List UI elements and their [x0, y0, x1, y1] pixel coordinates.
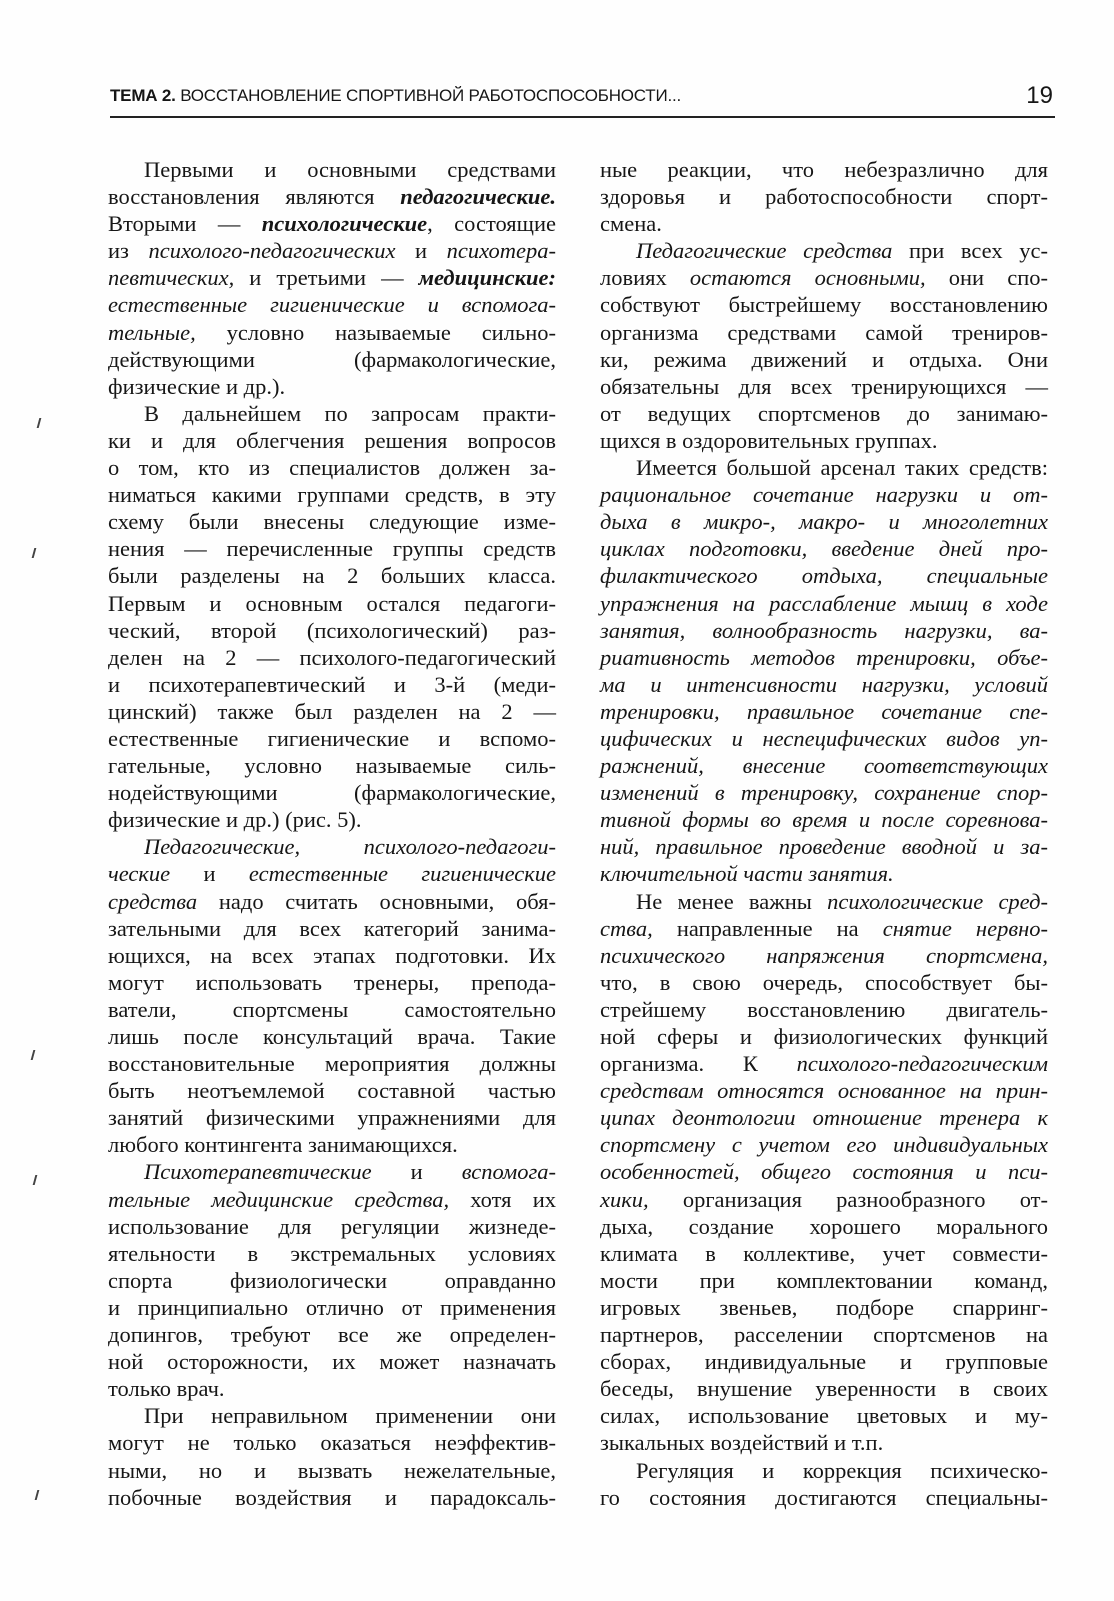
body-text: мости при комплектовании команд, — [600, 1267, 1048, 1293]
body-text: ные реакции, что небезразлично для — [600, 157, 1048, 182]
text-line — [600, 1050, 1048, 1077]
body-text: при всех ус- — [892, 238, 1048, 264]
text-line — [600, 400, 1048, 427]
body-text: здоровья и работоспособности спорт- — [600, 184, 1048, 210]
body-text: и психотерапевтический и 3-й (меди- — [108, 671, 556, 697]
text-line — [108, 1050, 556, 1077]
body-text: В дальнейшем по запросам практи- — [144, 400, 556, 426]
emphasis-text: тренировки, правильное сочетание спе- — [600, 698, 1048, 724]
emphasis-text: цифических и неспецифических видов уп- — [600, 725, 1048, 751]
text-line — [108, 725, 556, 752]
body-text: ниматься какими группами средств, в эту — [108, 482, 556, 508]
emphasis-text: естественные гигиенические и вспомога- — [108, 292, 556, 318]
body-text: лишь после консультаций врача. Такие — [108, 1024, 556, 1049]
text-line — [600, 1213, 1048, 1240]
text-line — [600, 860, 1048, 887]
body-text: ятельности в экстремальных условиях — [108, 1240, 556, 1266]
body-text: ческий, второй (психологический) раз- — [108, 617, 556, 643]
body-text: использование для регуляции жизнеде- — [108, 1213, 556, 1239]
emphasis-text: певтических, — [108, 265, 235, 291]
body-text: допингов, требуют все же определен- — [108, 1322, 556, 1348]
emphasis-text: дыха в микро-, макро- и многолетних — [600, 509, 1048, 535]
emphasis-text: ражнений, внесение соответствующих — [600, 753, 1048, 779]
text-line — [600, 915, 1048, 942]
text-line — [600, 617, 1048, 644]
body-text: о том, кто из специалистов должен за- — [108, 455, 556, 481]
emphasis-text: изменений в тренировку, сохранение спор- — [600, 780, 1048, 806]
body-text: быть неотъемлемой составной частью — [108, 1078, 556, 1104]
text-line — [600, 752, 1048, 779]
text-line — [600, 508, 1048, 535]
text-line — [600, 319, 1048, 346]
body-text: зательными для всех категорий занима- — [108, 915, 556, 941]
text-line — [108, 1402, 556, 1429]
text-line — [600, 1429, 1048, 1456]
emphasis-text: тивной формы во время и после соревнова- — [600, 807, 1048, 833]
text-line — [108, 833, 556, 860]
emphasis-text: снятие нервно- — [882, 915, 1048, 941]
text-line — [600, 725, 1048, 752]
emphasis-text: занятия, волнообразность нагрузки, ва- — [600, 617, 1048, 643]
text-line — [108, 454, 556, 481]
text-line — [600, 1348, 1048, 1375]
body-text: Вторыми — — [108, 211, 262, 237]
body-text: и третьими — — [234, 265, 419, 291]
running-title-text: ВОССТАНОВЛЕНИЕ СПОРТИВНОЙ РАБОТОСПОСОБНОСТИ... — [175, 86, 682, 105]
body-text: что, в свою очередь, способствует бы- — [600, 969, 1048, 995]
emphasis-text: психолого-педагогических — [148, 238, 396, 264]
text-column-left — [108, 156, 556, 1511]
text-line — [600, 291, 1048, 318]
body-text: восстановительные мероприятия должны — [108, 1051, 556, 1077]
header-rule — [110, 116, 1055, 118]
emphasis-text: хики, — [600, 1186, 649, 1212]
text-line — [600, 210, 1048, 237]
text-line — [108, 942, 556, 969]
text-line — [108, 806, 556, 833]
emphasis-text: рациональное сочетание нагрузки и от- — [600, 482, 1048, 508]
text-line — [108, 779, 556, 806]
text-line — [108, 860, 556, 887]
text-line — [600, 779, 1048, 806]
text-line — [600, 1023, 1048, 1050]
emphasis-text: тельные медицинские средства, — [108, 1186, 450, 1212]
emphasis-text: Педагогические, психолого-педагоги- — [144, 834, 556, 860]
text-line — [108, 183, 556, 210]
text-line — [600, 888, 1048, 915]
body-text: Первыми и основными средствами — [144, 157, 556, 182]
body-text: организма средствами самой трениров- — [600, 319, 1048, 345]
body-text: ватели, спортсмены самостоятельно — [108, 996, 556, 1022]
text-line — [600, 1158, 1048, 1185]
body-text: стрейшему восстановлению двигатель- — [600, 996, 1048, 1022]
body-text: спорта физиологически оправданно — [108, 1267, 556, 1293]
text-line — [108, 1023, 556, 1050]
text-line — [600, 1267, 1048, 1294]
body-text: нодействующими (фармакологические, — [108, 780, 556, 806]
text-line — [108, 1348, 556, 1375]
emphasis-text: ма и интенсивности нагрузки, условий — [600, 671, 1048, 697]
text-line — [600, 1131, 1048, 1158]
body-text: сборах, индивидуальные и групповые — [600, 1349, 1048, 1375]
text-line — [600, 481, 1048, 508]
emphasis-text: средствам относятся основанное на прин- — [600, 1078, 1048, 1104]
body-text: Первым и основным остался педагоги- — [108, 590, 556, 616]
emphasis-text: Педагогические средства — [636, 238, 893, 264]
emphasis-text: особенностей, общего состояния и пси- — [600, 1159, 1048, 1185]
text-line — [108, 915, 556, 942]
emphasis-text: психологические — [261, 211, 428, 237]
text-line — [108, 1294, 556, 1321]
text-line — [108, 698, 556, 725]
text-line — [108, 1104, 556, 1131]
text-line — [108, 644, 556, 671]
body-text: любого контингента занимающихся. — [108, 1132, 458, 1158]
text-line — [600, 427, 1048, 454]
emphasis-text: ческие — [108, 861, 171, 887]
body-text: ной сферы и физиологических функций — [600, 1024, 1048, 1049]
emphasis-text: остаются основными, — [689, 265, 926, 291]
body-text: зыкальных воздействий и т.п. — [600, 1430, 884, 1456]
text-line — [600, 698, 1048, 725]
body-text: , состоящие — [427, 211, 556, 237]
text-line — [600, 942, 1048, 969]
text-line — [108, 996, 556, 1023]
emphasis-text: упражнения на расслабление мышц в ходе — [600, 590, 1048, 616]
text-line — [600, 806, 1048, 833]
body-text: обязательны для всех тренирующихся — — [600, 373, 1048, 399]
text-line — [600, 1457, 1048, 1484]
body-text: смена. — [600, 211, 662, 237]
text-line — [600, 1104, 1048, 1131]
margin-mark — [33, 1175, 38, 1185]
text-line — [108, 1213, 556, 1240]
text-line — [600, 1484, 1048, 1511]
text-line — [600, 1186, 1048, 1213]
body-text: только врач. — [108, 1376, 225, 1402]
body-text: естественные гигиенические и вспомо- — [108, 725, 556, 751]
body-text: Регуляция и коррекция психическо- — [636, 1457, 1048, 1483]
text-line — [108, 1267, 556, 1294]
text-line — [108, 671, 556, 698]
text-line — [108, 1429, 556, 1456]
text-line — [600, 1402, 1048, 1429]
body-text: ными, но и вызвать нежелательные, — [108, 1457, 556, 1483]
body-text: организма. К — [600, 1051, 797, 1077]
page-header — [110, 80, 1055, 116]
text-line — [108, 481, 556, 508]
text-line — [600, 237, 1048, 264]
emphasis-text: психотера- — [446, 238, 556, 264]
text-line — [108, 1321, 556, 1348]
text-line — [108, 562, 556, 589]
body-text: могут не только оказаться неэффектив- — [108, 1430, 556, 1456]
text-line — [600, 996, 1048, 1023]
text-line — [108, 1077, 556, 1104]
body-text: физические и др.). — [108, 373, 286, 399]
text-line — [108, 319, 556, 346]
text-line — [108, 427, 556, 454]
text-line — [108, 291, 556, 318]
body-text: и — [371, 1159, 462, 1185]
text-line — [108, 590, 556, 617]
text-line — [108, 373, 556, 400]
text-line — [108, 156, 556, 183]
body-text: гательные, условно называемые силь- — [108, 753, 556, 779]
body-text: и — [170, 861, 249, 887]
text-line — [108, 1375, 556, 1402]
body-text: и принципиально отлично от применения — [108, 1294, 556, 1320]
body-text: Имеется большой арсенал таких средств: — [636, 455, 1048, 481]
page-number: 19 — [1026, 82, 1053, 109]
body-text: нения — перечисленные группы средств — [108, 536, 556, 562]
emphasis-text: ства, — [600, 915, 653, 941]
body-text: и — [395, 238, 447, 264]
text-line — [108, 888, 556, 915]
text-line — [600, 346, 1048, 373]
text-line — [108, 264, 556, 291]
body-text: организация разнообразного от- — [648, 1186, 1048, 1212]
body-text: надо считать основными, обя- — [197, 888, 556, 914]
body-text: условно называемые сильно- — [195, 319, 556, 345]
body-text: они спо- — [925, 265, 1048, 291]
text-line — [108, 752, 556, 779]
body-text: цинский) также был разделен на 2 — — [108, 698, 556, 724]
emphasis-text: риативность методов тренировки, объе- — [600, 644, 1048, 670]
text-line — [600, 562, 1048, 589]
text-line — [600, 373, 1048, 400]
body-text: силах, использование цветовых и му- — [600, 1403, 1048, 1429]
text-line — [600, 969, 1048, 996]
text-line — [108, 508, 556, 535]
emphasis-text: ний, правильное проведение вводной и за- — [600, 834, 1048, 860]
body-text: действующими (фармакологические, — [108, 346, 556, 372]
body-text: щихся в оздоровительных группах. — [600, 427, 938, 453]
text-line — [108, 400, 556, 427]
body-text: климата в коллективе, учет совмести- — [600, 1240, 1048, 1266]
text-line — [108, 210, 556, 237]
text-line — [108, 346, 556, 373]
text-line — [600, 1294, 1048, 1321]
body-text: партнеров, расселении спортсменов на — [600, 1322, 1048, 1348]
text-line — [600, 1375, 1048, 1402]
body-text: восстановления являются — [108, 184, 401, 210]
text-line — [600, 454, 1048, 481]
body-text: го состояния достигаются специальны- — [600, 1484, 1048, 1510]
body-text: направленные на — [652, 915, 883, 941]
emphasis-text: вспомога- — [461, 1159, 556, 1185]
emphasis-text: спортсмену с учетом его индивидуальных — [600, 1132, 1048, 1158]
text-line — [108, 1457, 556, 1484]
emphasis-text: Психотерапевтические — [144, 1159, 372, 1185]
text-line — [600, 644, 1048, 671]
margin-mark — [32, 548, 37, 558]
body-text: из — [108, 238, 149, 264]
text-line — [108, 1158, 556, 1185]
text-line — [108, 237, 556, 264]
running-title-topic: ТЕМА 2. — [110, 86, 176, 105]
emphasis-text: ципах деонтологии отношение тренера к — [600, 1105, 1048, 1131]
text-line — [108, 1240, 556, 1267]
emphasis-text: циклах подготовки, введение дней про- — [600, 536, 1048, 562]
margin-mark — [31, 1050, 36, 1060]
body-text: игровых звеньев, подборе спарринг- — [600, 1294, 1048, 1320]
text-line — [600, 590, 1048, 617]
body-text: побочные воздействия и парадоксаль- — [108, 1484, 556, 1510]
body-text: ловиях — [600, 265, 690, 291]
margin-mark — [37, 418, 42, 428]
text-line — [108, 969, 556, 996]
emphasis-text: филактического отдыха, специальные — [600, 563, 1048, 589]
text-line — [600, 1321, 1048, 1348]
body-text: беседы, внушение уверенности в своих — [600, 1376, 1048, 1402]
text-line — [108, 1484, 556, 1511]
body-text: ющихся, на всех этапах подготовки. Их — [108, 942, 556, 968]
emphasis-text: средства — [108, 888, 198, 914]
text-column-right — [600, 156, 1048, 1511]
body-text: При неправильном применении они — [144, 1403, 556, 1429]
emphasis-text: ключительной части занятия. — [600, 861, 894, 887]
text-line — [108, 1131, 556, 1158]
text-line — [600, 183, 1048, 210]
emphasis-text: тельные, — [108, 319, 196, 345]
body-text: ки и для облегчения решения вопросов — [108, 427, 556, 453]
body-text: от ведущих спортсменов до занимаю- — [600, 400, 1048, 426]
body-text: схему были внесены следующие изме- — [108, 509, 556, 535]
body-text: делен на 2 — психолого-педагогический — [108, 644, 556, 670]
body-text: физические и др.) (рис. 5). — [108, 807, 362, 833]
emphasis-text: психолого-педагогическим — [796, 1051, 1048, 1077]
text-line — [600, 671, 1048, 698]
margin-mark — [35, 1490, 40, 1500]
emphasis-text: медицинские: — [418, 265, 556, 291]
running-title — [110, 86, 681, 106]
emphasis-text: педагогические. — [400, 184, 556, 210]
text-line — [600, 156, 1048, 183]
emphasis-text: естественные гигиенические — [248, 861, 557, 887]
text-line — [600, 1240, 1048, 1267]
text-line — [108, 617, 556, 644]
body-text: Не менее важны — [636, 888, 828, 914]
body-text: были разделены на 2 больших класса. — [108, 563, 556, 589]
text-line — [108, 1186, 556, 1213]
text-line — [600, 264, 1048, 291]
body-text: дыха, создание хорошего морального — [600, 1213, 1048, 1239]
body-text: могут использовать тренеры, препода- — [108, 969, 556, 995]
text-line — [600, 1077, 1048, 1104]
body-text: ной осторожности, их может назначать — [108, 1349, 556, 1375]
text-line — [108, 535, 556, 562]
body-text: собствуют быстрейшему восстановлению — [600, 292, 1048, 318]
text-line — [600, 535, 1048, 562]
body-text: хотя их — [449, 1186, 556, 1212]
body-text: занятий физическими упражнениями для — [108, 1105, 556, 1131]
text-line — [600, 833, 1048, 860]
body-text: ки, режима движений и отдыха. Они — [600, 346, 1048, 372]
emphasis-text: психологические сред- — [827, 888, 1048, 914]
emphasis-text: психического напряжения спортсмена, — [600, 942, 1048, 968]
